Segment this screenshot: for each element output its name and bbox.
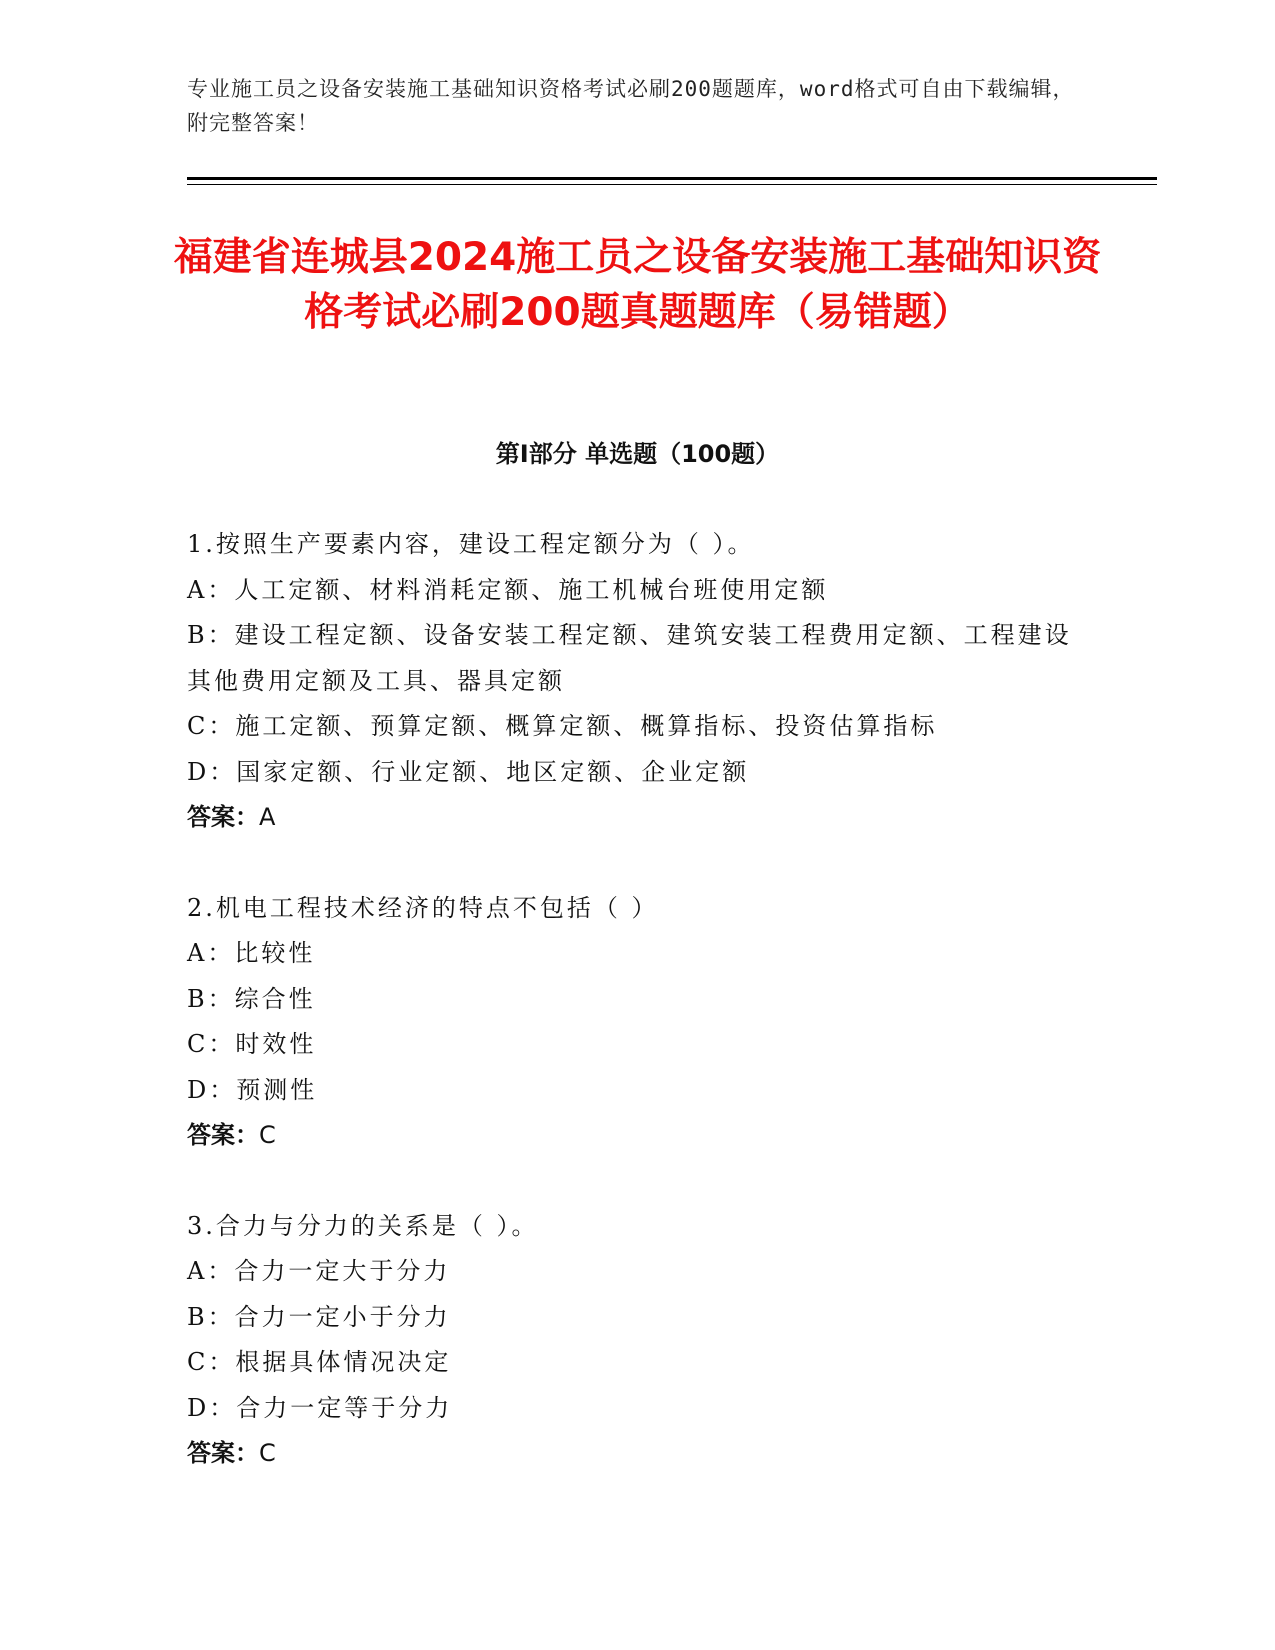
option-d: D：国家定额、行业定额、地区定额、企业定额 bbox=[187, 757, 750, 786]
question-list bbox=[187, 522, 1087, 1522]
option-a: A：人工定额、材料消耗定额、施工机械台班使用定额 bbox=[187, 575, 829, 604]
question-stem: 1.按照生产要素内容，建设工程定额分为（ ）。 bbox=[187, 530, 755, 558]
option-c: C：根据具体情况决定 bbox=[187, 1348, 452, 1376]
header-rule-thick bbox=[187, 177, 1157, 180]
answer-label: 答案： bbox=[187, 1121, 259, 1149]
answer-label: 答案： bbox=[187, 1439, 259, 1467]
answer bbox=[187, 1431, 1087, 1477]
question-3 bbox=[187, 1204, 1087, 1477]
option-a: A：比较性 bbox=[187, 939, 316, 967]
option-a: A：合力一定大于分力 bbox=[187, 1257, 451, 1285]
option-b: B：建设工程定额、设备安装工程定额、建筑安装工程费用定额、工程建设其他费用定额及工具、器具定额 bbox=[187, 621, 1072, 695]
header-rule-thin bbox=[187, 184, 1157, 185]
answer bbox=[187, 795, 1087, 841]
header-note: 专业施工员之设备安装施工基础知识资格考试必刷200题题库，word格式可自由下载编辑，附完整答案！ bbox=[187, 77, 1075, 135]
option-b: B：合力一定小于分力 bbox=[187, 1302, 451, 1331]
answer-value: A bbox=[259, 803, 276, 831]
answer bbox=[187, 1113, 1087, 1159]
option-c: C：施工定额、预算定额、概算定额、概算指标、投资估算指标 bbox=[187, 712, 938, 740]
option-d: D：合力一定等于分力 bbox=[187, 1393, 453, 1422]
answer-value: C bbox=[259, 1121, 276, 1149]
answer-value: C bbox=[259, 1439, 276, 1467]
option-c: C：时效性 bbox=[187, 1030, 317, 1058]
option-b: B：综合性 bbox=[187, 984, 316, 1013]
section-title: 第Ⅰ部分 单选题（100题） bbox=[495, 440, 780, 468]
document-title: 福建省连城县2024施工员之设备安装施工基础知识资格考试必刷200题真题题库（易错题） bbox=[173, 235, 1102, 335]
question-2 bbox=[187, 886, 1087, 1159]
option-d: D：预测性 bbox=[187, 1075, 318, 1104]
question-stem: 2.机电工程技术经济的特点不包括（ ） bbox=[187, 893, 659, 922]
question-stem: 3.合力与分力的关系是（ ）。 bbox=[187, 1211, 539, 1240]
question-1 bbox=[187, 522, 1087, 841]
answer-label: 答案： bbox=[187, 803, 259, 831]
